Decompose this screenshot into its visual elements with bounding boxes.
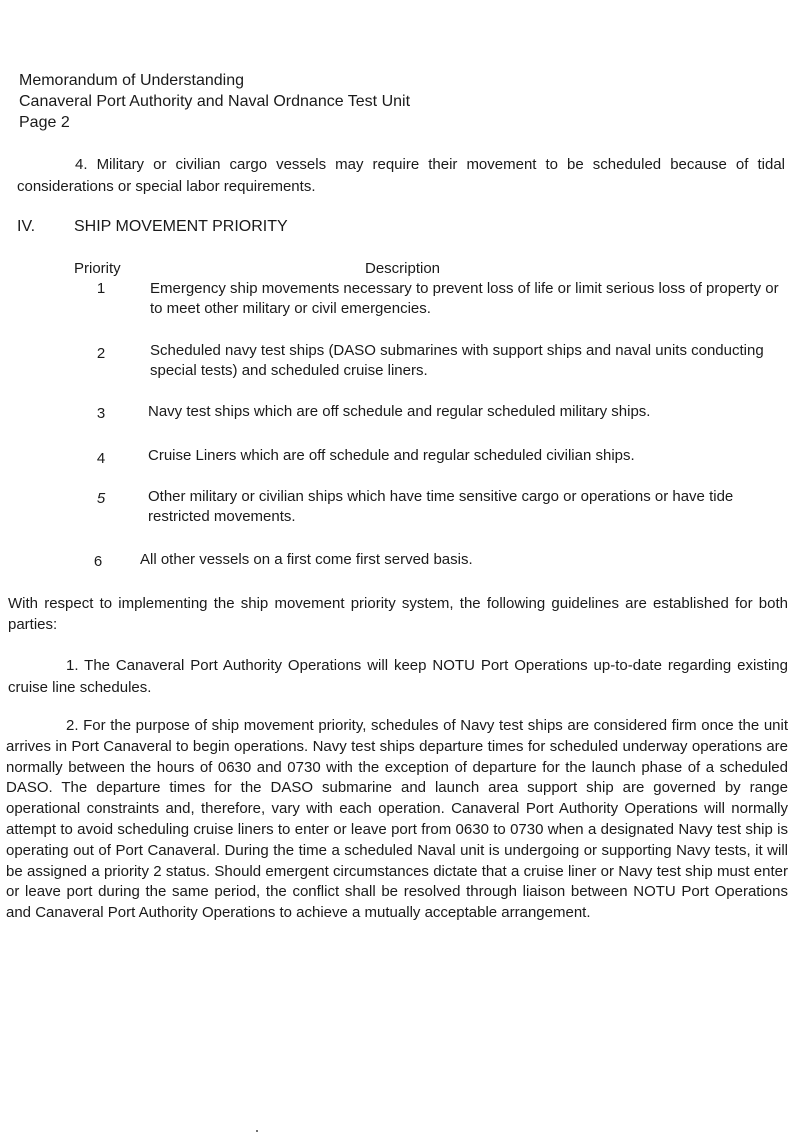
memo-header xyxy=(19,70,410,133)
paragraph-4-text: Military or civilian cargo vessels may require their movement to be scheduled because of tidal considerations or special labor requirements. xyxy=(17,156,785,195)
header-parties: Canaveral Port Authority and Naval Ordnance Test Unit xyxy=(19,93,411,110)
scan-speck xyxy=(256,1130,258,1132)
guideline-2-text: For the purpose of ship movement priority, schedules of Navy test ships are considered firm once the unit arrives in Port Canaveral to begin operations. Navy test ships departure times for scheduled underway operations are normally between the hours of 0630 and 0730 with the exception of departure for the launch phase of a scheduled DASO. The departure times for the DASO submarine and launch area support ship are governed by range operational constraints and, therefore, vary with each operation. Canaveral Port Authority Operations will normally attempt to avoid scheduling cruise liners to enter or leave port from 0630 to 0730 when a designated Navy test ship is operating out of Port Canaveral. During the time a scheduled Naval unit is undergoing or supporting Navy tests, it will be assigned a priority 2 status. Should emergent circumstances dictate that a cruise liner or Navy test ship must enter or leave port during the same period, the conflict shall be resolved through liaison between NOTU Port Operations and Canaveral Port Authority Operations to achieve a mutually acceptable arrangement. xyxy=(6,717,789,922)
guidelines-intro: With respect to implementing the ship movement priority system, the following guidelines are established for both parties: xyxy=(8,595,788,633)
priority-description: Emergency ship movements necessary to prevent loss of life or limit serious loss of property or to meet other military or civil emergencies. xyxy=(150,280,779,317)
paragraph-4-number: 4. xyxy=(75,156,88,173)
priority-column-header: Priority xyxy=(74,260,121,277)
priority-description: Scheduled navy test ships (DASO submarines with support ships and naval units conducting special tests) and scheduled cruise liners. xyxy=(150,342,764,379)
paragraph-4 xyxy=(17,154,785,198)
guideline-1-number: 1. xyxy=(66,657,79,674)
priority-description: Other military or civilian ships which have time sensitive cargo or operations or have tide restricted movements. xyxy=(148,488,734,525)
priority-description: Cruise Liners which are off schedule and regular scheduled civilian ships. xyxy=(148,447,635,464)
section-title: SHIP MOVEMENT PRIORITY xyxy=(74,218,288,235)
priority-number: 1 xyxy=(96,280,106,297)
description-column-header: Description xyxy=(365,260,441,277)
header-page-number: Page 2 xyxy=(19,114,70,131)
guideline-1 xyxy=(8,655,788,699)
priority-number: 3 xyxy=(96,405,106,422)
priority-number: 4 xyxy=(96,450,106,467)
priority-number: 6 xyxy=(93,553,103,570)
header-title: Memorandum of Understanding xyxy=(19,72,245,89)
section-number: IV. xyxy=(17,218,36,235)
priority-description: All other vessels on a first come first served basis. xyxy=(140,551,473,568)
guideline-1-text: The Canaveral Port Authority Operations will keep NOTU Port Operations up-to-date regarding existing cruise line schedules. xyxy=(8,657,788,696)
priority-number: 2 xyxy=(96,345,106,362)
priority-description: Navy test ships which are off schedule and regular scheduled military ships. xyxy=(148,403,651,420)
priority-number: 5 xyxy=(96,490,106,507)
guideline-2-number: 2. xyxy=(66,717,79,734)
guideline-2 xyxy=(6,716,788,924)
